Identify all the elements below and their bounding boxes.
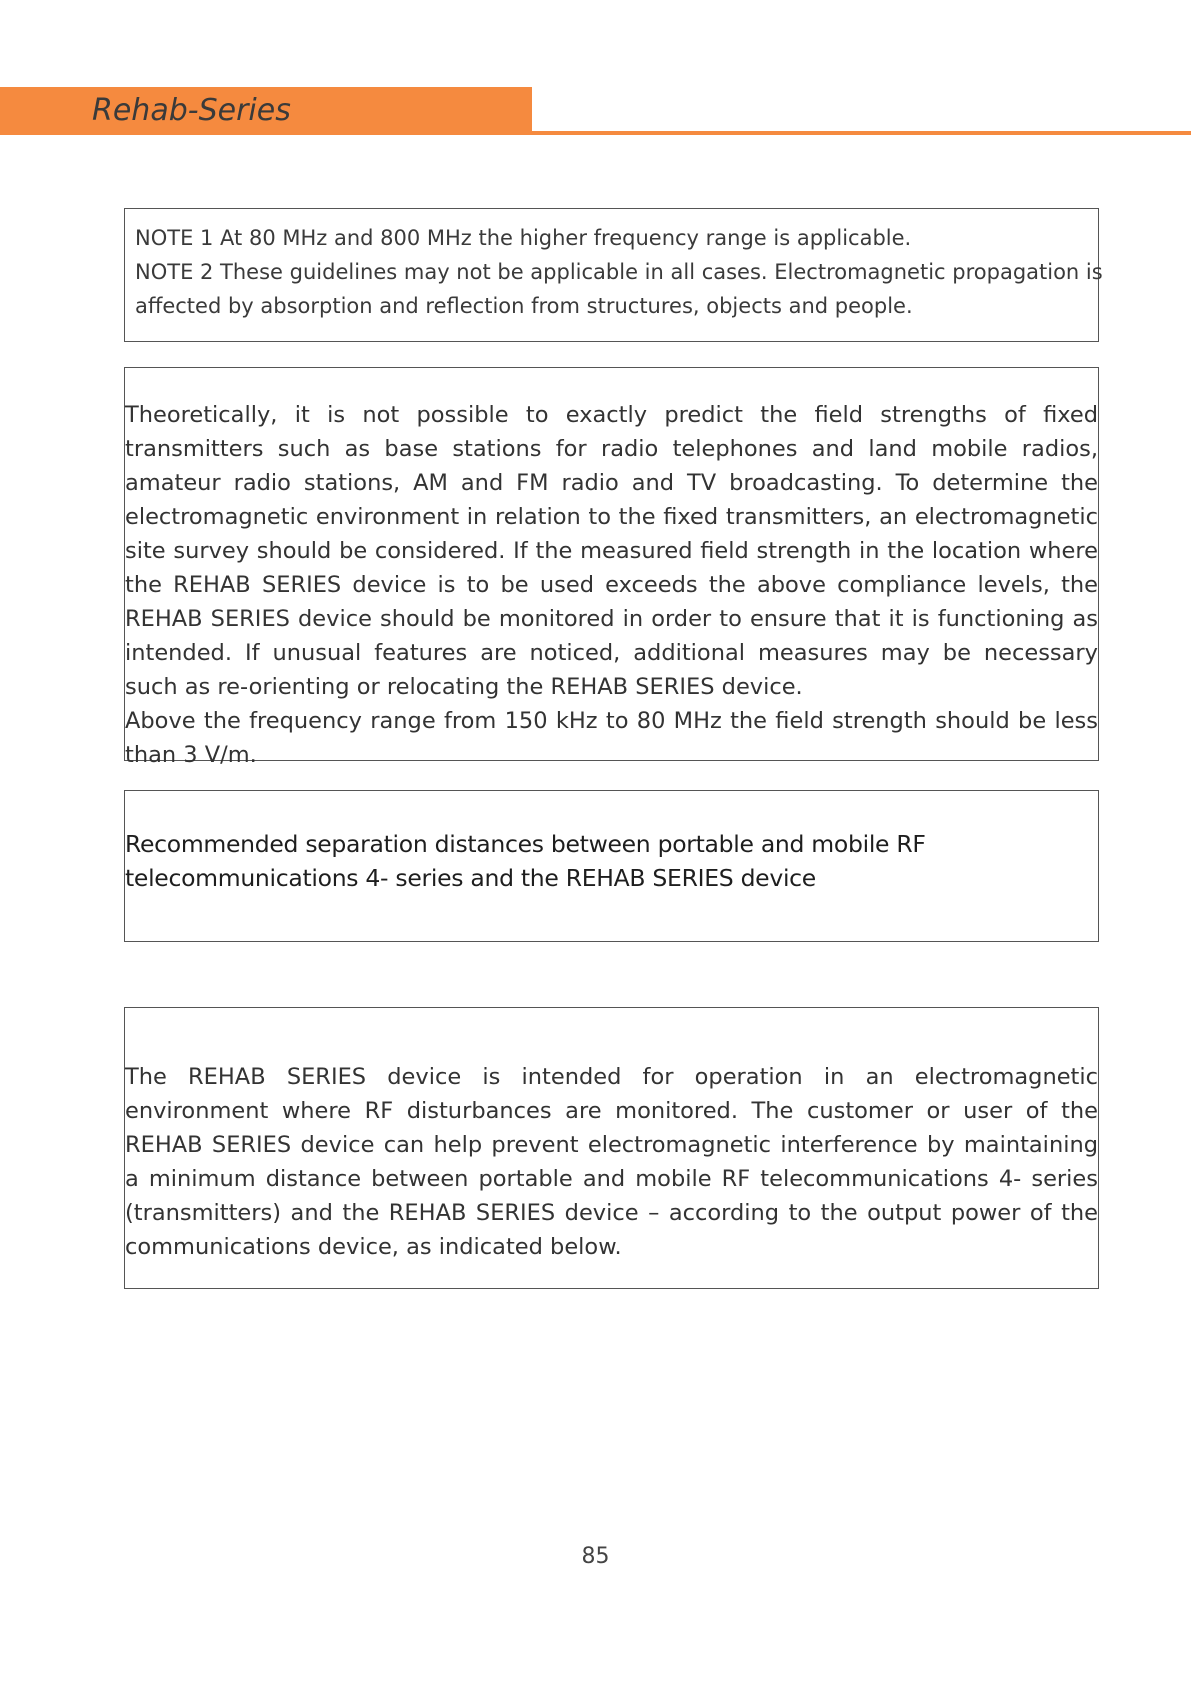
intended-use-paragraph: The REHAB SERIES device is intended for operation in an electromagnetic environment where RF disturbances are monitored. The customer or user of the REHAB SERIES device can help prevent electromagnetic interference by maintaining a minimum distance between portable and mobile RF telecommunications 4- series (transmitters) and the REHAB SERIES device – according to the output power of the communications device, as indicated below. [125, 1064, 1098, 1260]
separation-heading-box [124, 790, 1099, 942]
note-1: NOTE 1 At 80 MHz and 800 MHz the higher frequency range is applicable. [135, 226, 912, 250]
page-number: 85 [581, 1544, 610, 1569]
note-2-line-1: NOTE 2 These guidelines may not be applicable in all cases. Electromagnetic propagation is [135, 260, 1103, 284]
note-2-line-2: affected by absorption and reflection from structures, objects and people. [135, 294, 913, 318]
header-title: Rehab-Series [92, 93, 291, 128]
intended-use-box [124, 1007, 1099, 1289]
field-strength-box [124, 367, 1099, 768]
separation-heading: Recommended separation distances between portable and mobile RF telecommunications 4- series and the REHAB SERIES device [125, 830, 926, 892]
notes-box [124, 208, 1103, 342]
field-strength-limit: Above the frequency range from 150 kHz to 80 MHz the field strength should be less than 3 V/m. [125, 708, 1098, 768]
field-strength-paragraph: Theoretically, it is not possible to exactly predict the field strengths of fixed transmitters such as base stations for radio telephones and land mobile radios, amateur radio stations, AM and FM radio and TV broadcasting. To determine the electromagnetic environment in relation to the fixed transmitters, an electromagnetic site survey should be considered. If the measured field strength in the location where the REHAB SERIES device is to be used exceeds the above compliance levels, the REHAB SERIES device should be monitored in order to ensure that it is functioning as intended. If unusual features are noticed, additional measures may be necessary such as re-orienting or relocating the REHAB SERIES device. [125, 402, 1098, 700]
header-rule [532, 131, 1191, 135]
